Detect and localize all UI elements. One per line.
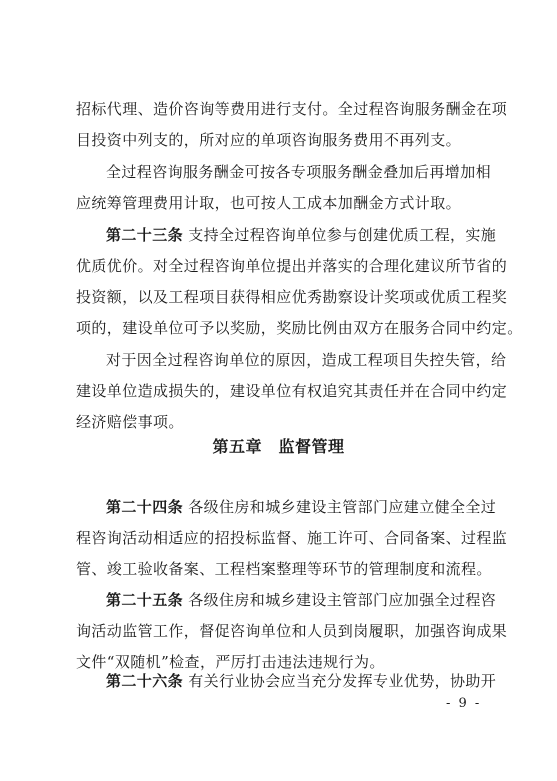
paragraph-first-line: 对于因全过程咨询单位的原因，造成工程项目失控失管，给 — [106, 351, 507, 369]
body-line: 文件“双随机”检查，严厉打击违法违规行为。 — [76, 653, 385, 671]
body-line: 应统筹管理费用计取，也可按人工成本加酬金方式计取。 — [76, 194, 462, 212]
body-line: 项的，建设单位可予以奖励，奖励比例由双方在服务合同中约定。 — [76, 319, 523, 337]
article-heading: 第二十六条 — [106, 672, 184, 690]
body-line: 优质优价。对全过程咨询单位提出并落实的合理化建议所节省的 — [76, 257, 508, 275]
article-heading: 第二十五条 — [106, 591, 184, 609]
chapter-title: 第五章 监督管理 — [212, 437, 345, 456]
body-line: 目投资中列支的，所对应的单项咨询服务费用不再列支。 — [76, 131, 462, 149]
body-line: 招标代理、造价咨询等费用进行支付。全过程咨询服务酬金在项 — [76, 100, 508, 118]
body-line: 经济赔偿事项。 — [76, 413, 184, 431]
article-heading: 第二十四条 — [106, 498, 184, 516]
body-line: 询活动监管工作，督促咨询单位和人员到岗履职，加强咨询成果 — [76, 622, 508, 640]
body-line: 投资额，以及工程项目获得相应优秀勘察设计奖项或优质工程奖 — [76, 288, 508, 306]
body-line: 程咨询活动相适应的招投标监督、施工许可、合同备案、过程监 — [76, 529, 508, 547]
article-heading: 第二十三条 — [106, 226, 184, 244]
article-26-first-line: 第二十六条 有关行业协会应当充分发挥专业优势，协助开 — [106, 672, 497, 690]
body-line: 管、竣工验收备案、工程档案整理等环节的管理制度和流程。 — [76, 560, 492, 578]
article-24-first-line: 第二十四条 各级住房和城乡建设主管部门应建立健全全过 — [106, 498, 497, 516]
paragraph-first-line: 全过程咨询服务酬金可按各专项服务酬金叠加后再增加相 — [106, 163, 492, 181]
body-line: 建设单位造成损失的，建设单位有权追究其责任并在合同中约定 — [76, 382, 508, 400]
article-23-first-line: 第二十三条 支持全过程咨询单位参与创建优质工程，实施 — [106, 226, 497, 244]
page-number: - 9 - — [446, 696, 482, 711]
article-25-first-line: 第二十五条 各级住房和城乡建设主管部门应加强全过程咨 — [106, 591, 497, 609]
